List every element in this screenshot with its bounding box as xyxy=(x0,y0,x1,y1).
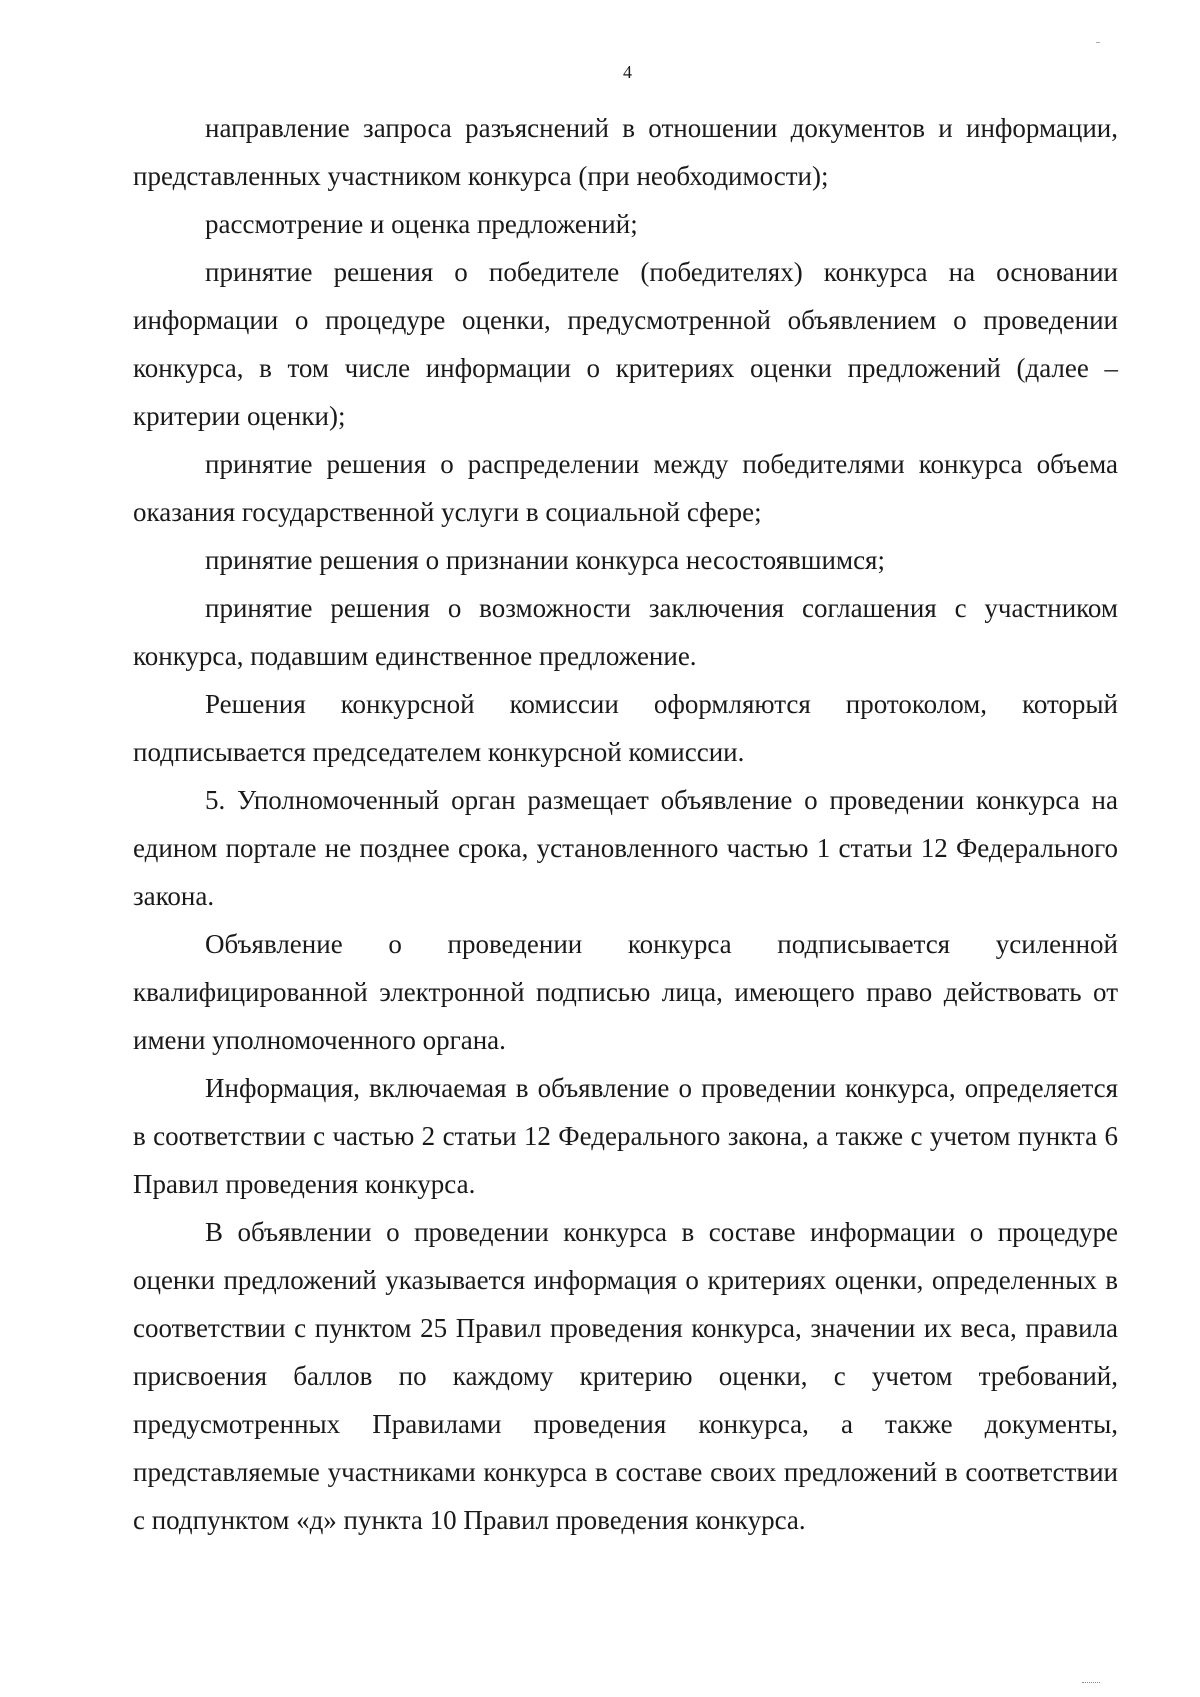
paragraph-electronic-signature: Объявление о проведении конкурса подписывается усиленной квалифицированной электронной подписью лица, имеющего право действовать от имени уполномоченного органа. xyxy=(133,929,1118,1055)
paragraph-failed-contest: принятие решения о признании конкурса несостоявшимся; xyxy=(205,545,885,575)
paragraph-commission-protocol: Решения конкурсной комиссии оформляются протоколом, который подписывается председателем конкурсной комиссии. xyxy=(133,689,1118,767)
paragraph-section-5-publication: 5. Уполномоченный орган размещает объявление о проведении конкурса на едином портале не позднее срока, установленного частью 1 статьи 12 Федерального закона. xyxy=(133,785,1118,911)
paragraph-volume-distribution: принятие решения о распределении между победителями конкурса объема оказания государственной услуги в социальной сфере; xyxy=(133,449,1118,527)
paragraph-single-offer-agreement: принятие решения о возможности заключения соглашения с участником конкурса, подавшим единственное предложение. xyxy=(133,593,1118,671)
paragraph-announcement-info: Информация, включаемая в объявление о проведении конкурса, определяется в соответствии с частью 2 статьи 12 Федерального закона, а также с учетом пункта 6 Правил проведения конкурса. xyxy=(133,1073,1118,1199)
paragraph-winner-decision: принятие решения о победителе (победителях) конкурса на основании информации о процедуре оценки, предусмотренной объявлением о проведении конкурса, в том числе информации о критериях оценки предложений (далее – критерии оценки); xyxy=(133,257,1118,431)
scan-artifact xyxy=(1096,42,1100,43)
paragraph-review-evaluation: рассмотрение и оценка предложений; xyxy=(205,209,638,239)
page-number: 4 xyxy=(623,62,632,82)
paragraph-clarification-request: направление запроса разъяснений в отношении документов и информации, представленных участником конкурса (при необходимости); xyxy=(133,113,1118,191)
document-body xyxy=(133,104,1118,1544)
scan-artifact xyxy=(1082,1682,1100,1689)
paragraph-evaluation-criteria: В объявлении о проведении конкурса в составе информации о процедуре оценки предложений указывается информация о критериях оценки, определенных в соответствии с пунктом 25 Правил проведения конкурса, значении их веса, правила присвоения баллов по каждому критерию оценки, с учетом требований, предусмотренных Правилами проведения конкурса, а также документы, представляемые участниками конкурса в составе своих предложений в соответствии с подпунктом «д» пункта 10 Правил проведения конкурса. xyxy=(133,1217,1118,1535)
